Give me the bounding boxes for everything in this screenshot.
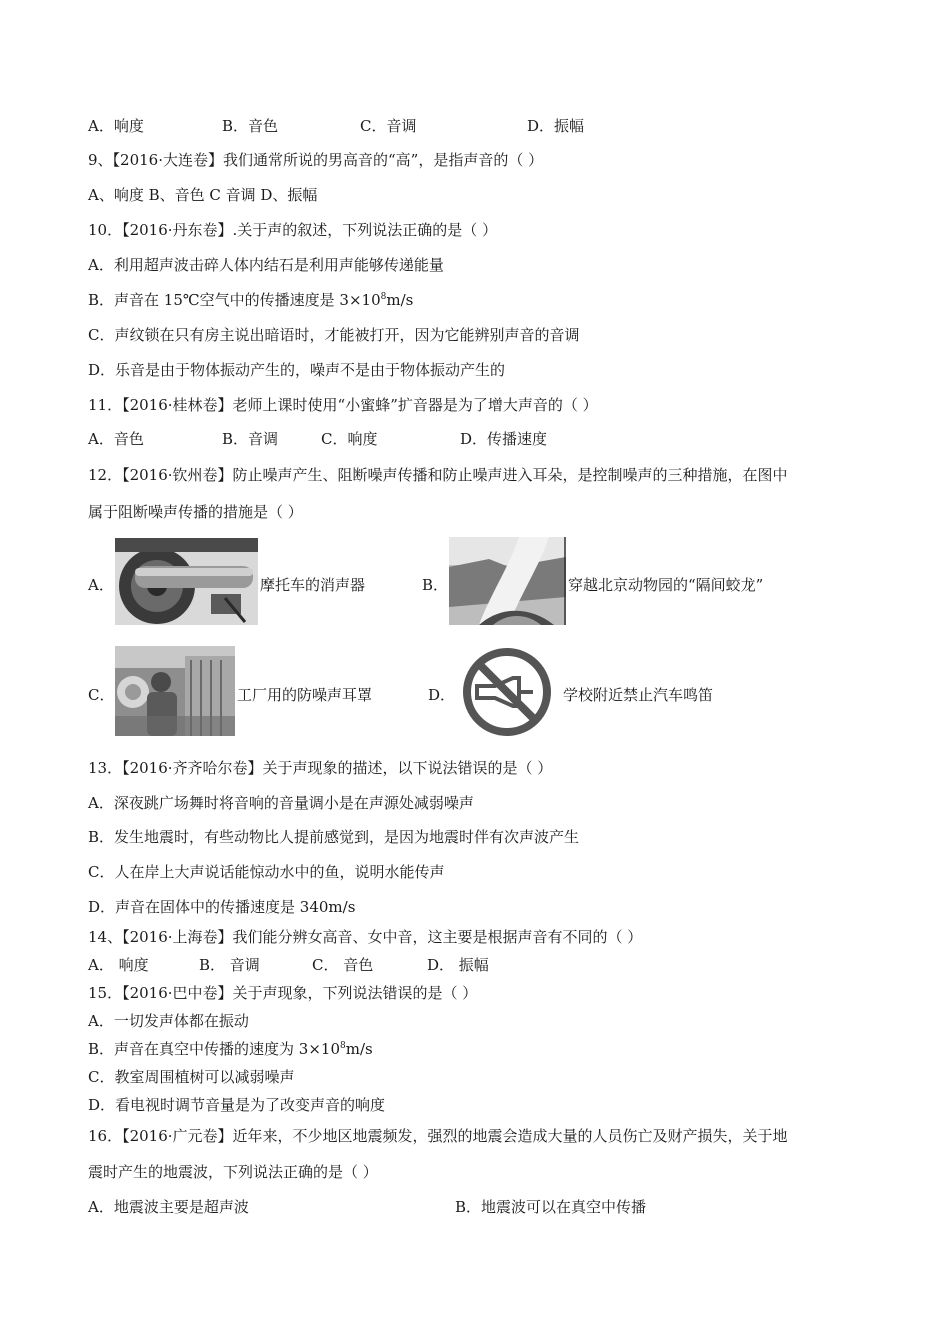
q13-option-c: C．人在岸上大声说话能惊动水中的鱼，说明水能传声 (88, 863, 445, 881)
q15-exponent: 8 (340, 1041, 346, 1051)
q12-option-d-text: 学校附近禁止汽车鸣笛 (563, 686, 714, 704)
q15-option-a: A．一切发声体都在振动 (88, 1012, 249, 1030)
q13-option-a: A．深夜跳广场舞时将音响的音量调小是在声源处减弱噪声 (88, 794, 474, 812)
q10-option-a: A．利用超声波击碎人体内结石是利用声能够传递能量 (88, 256, 444, 274)
q16-option-a: A．地震波主要是超声波 (88, 1198, 249, 1216)
q11-option-c: C．响度 (321, 430, 378, 448)
motorcycle-muffler-image (115, 538, 258, 625)
q12-option-b-letter: B． (422, 576, 449, 594)
q15-option-d: D．看电视时调节音量是为了改变声音的响度 (88, 1096, 386, 1114)
q14-option-b: B． 音调 (199, 956, 260, 974)
q12-stem-line2: 属于阻断噪声传播的措施是（ ） (88, 503, 303, 521)
q9-stem: 9、【2016·大连卷】我们通常所说的男高音的“高”，是指声音的（ ） (88, 151, 544, 169)
q10-stem: 10．【2016·丹东卷】.关于声的叙述，下列说法正确的是（ ） (88, 221, 498, 239)
q13-option-d: D．声音在固体中的传播速度是 340m/s (88, 898, 356, 916)
q14-option-c: C． 音色 (312, 956, 374, 974)
q16-stem-line1: 16．【2016·广元卷】近年来，不少地区地震频发，强烈的地震会造成大量的人员伤亡及财产损失，关于地 (88, 1127, 788, 1145)
q10-option-b-text: B．声音在 15℃空气中的传播速度是 3×10 (88, 291, 381, 309)
q11-option-a: A．音色 (88, 430, 144, 448)
q11-option-b: B．音调 (222, 430, 279, 448)
q12-option-a-text: 摩托车的消声器 (260, 576, 366, 594)
q10-exponent: 8 (380, 292, 387, 302)
q14-option-a: A． 响度 (88, 956, 149, 974)
q10-option-d: D．乐音是由于物体振动产生的，噪声不是由于物体振动产生的 (88, 361, 506, 379)
q12-option-a-letter: A． (88, 576, 114, 594)
q10-option-c: C．声纹锁在只有房主说出暗语时，才能被打开，因为它能辨别声音的音调 (88, 326, 580, 344)
q15-unit: m/s (345, 1040, 373, 1058)
noise-barrier-tunnel-image (449, 537, 566, 625)
q15-stem: 15．【2016·巴中卷】关于声现象，下列说法错误的是（ ） (88, 984, 478, 1002)
q15-option-b (88, 1039, 373, 1059)
q12-option-b-text: 穿越北京动物园的“隔间蛟龙” (568, 576, 764, 594)
option-b: B．音色 (222, 117, 279, 135)
q13-stem: 13．【2016·齐齐哈尔卷】关于声现象的描述，以下说法错误的是（ ） (88, 759, 553, 777)
q14-stem: 14、【2016·上海卷】我们能分辨女高音、女中音，这主要是根据声音有不同的（ ） (88, 928, 643, 946)
q9-options: A、响度 B、音色 C 音调 D、振幅 (88, 186, 318, 204)
q12-stem-line1: 12．【2016·钦州卷】防止噪声产生、阻断噪声传播和防止噪声进入耳朵，是控制噪声的三种措施，在图中 (88, 466, 788, 484)
q12-option-c-text: 工厂用的防噪声耳罩 (237, 686, 373, 704)
factory-earmuffs-image (115, 646, 235, 736)
no-horn-sign-icon (455, 646, 559, 738)
q16-stem-line2: 震时产生的地震波，下列说法正确的是（ ） (88, 1163, 378, 1181)
q11-stem: 11．【2016·桂林卷】老师上课时使用“小蜜蜂”扩音器是为了增大声音的（ ） (88, 396, 598, 414)
q10-unit: m/s (386, 291, 414, 309)
option-a: A．响度 (88, 117, 144, 135)
q10-option-b (88, 290, 413, 310)
q16-option-b: B．地震波可以在真空中传播 (455, 1198, 647, 1216)
q11-option-d: D．传播速度 (460, 430, 548, 448)
q12-option-c-letter: C． (88, 686, 115, 704)
q13-option-b: B．发生地震时，有些动物比人提前感觉到，是因为地震时伴有次声波产生 (88, 828, 580, 846)
option-d: D．振幅 (527, 117, 585, 135)
option-c: C．音调 (360, 117, 417, 135)
q12-option-d-letter: D． (428, 686, 456, 704)
q14-option-d: D． 振幅 (427, 956, 489, 974)
q15-option-b-text: B．声音在真空中传播的速度为 3×10 (88, 1040, 340, 1058)
q15-option-c: C．教室周围植树可以减弱噪声 (88, 1068, 295, 1086)
